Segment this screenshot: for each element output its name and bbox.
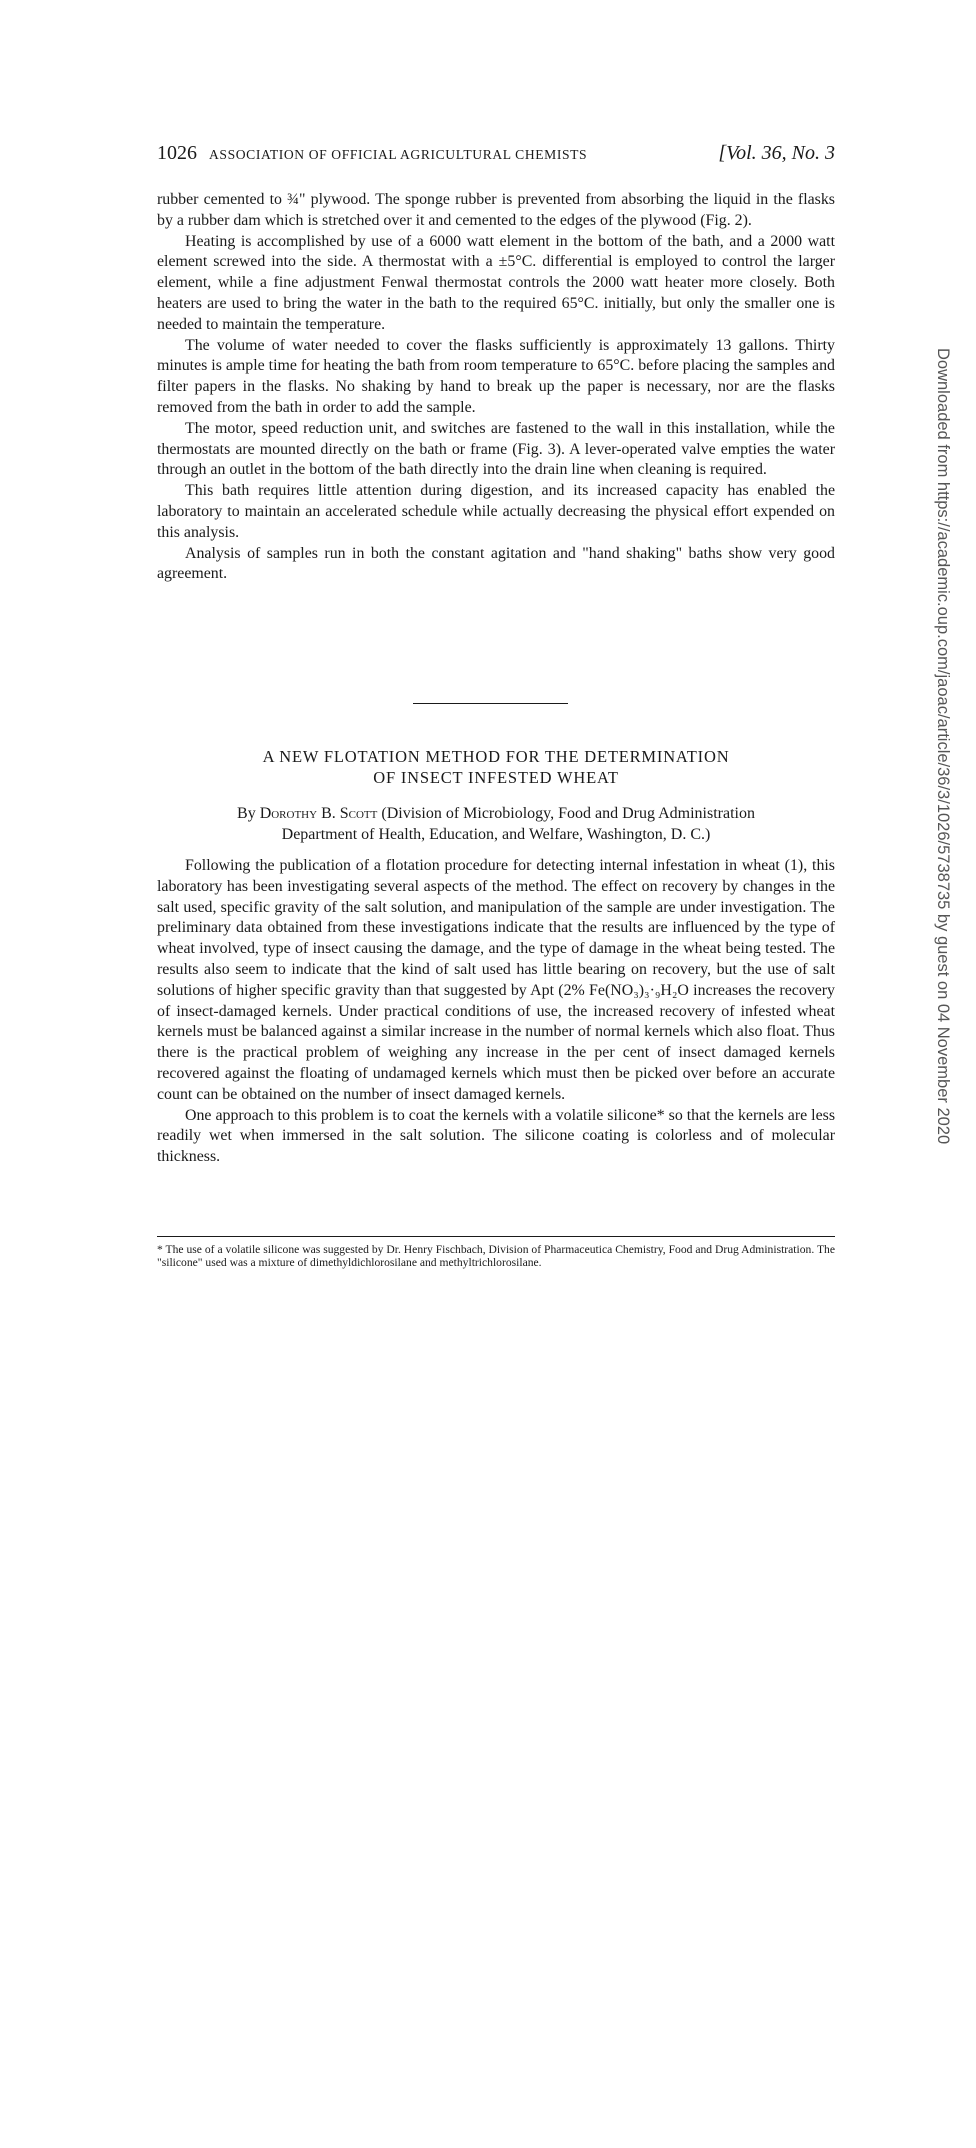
running-header [157, 140, 835, 166]
byline-line [157, 803, 835, 824]
volume-issue: [Vol. 36, No. 3 [718, 142, 835, 164]
affiliation-line: Department of Health, Education, and Welfare, Washington, D. C.) [281, 826, 711, 843]
paragraph: Heating is accomplished by use of a 6000 watt element in the bottom of the bath, and a 2000 watt element screwed into the side. A thermostat with a ±5°C. differential is employed to control the larger element, while a fine adjustment Fenwal thermostat controls the 2000 watt heater more closely. Both heaters are used to bring the water in the bath to the required 65°C. initially, but only the smaller one is needed to maintain the temperature. [157, 232, 835, 333]
paragraph: One approach to this problem is to coat the kernels with a volatile silicone* so that the kernels are less readily wet when immersed in the salt solution. The silicone coating is colorless and of molecular thickness. [157, 1106, 836, 1166]
title-line: OF INSECT INFESTED WHEAT [373, 768, 619, 787]
author-name: Dorothy B. Scott [259, 805, 378, 822]
paragraph: rubber cemented to ¾" plywood. The sponge rubber is prevented from absorbing the liquid in the flasks by a rubber dam which is stretched over it and cemented to the edges of the plywood (Fig. 2). [157, 191, 835, 229]
byline [157, 803, 835, 845]
paragraph: This bath requires little attention during digestion, and its increased capacity has enabled the laboratory to maintain an accelerated schedule while actually decreasing the physical effort expended on this analysis. [157, 482, 835, 541]
article-body [157, 856, 835, 1168]
journal-name: ASSOCIATION OF OFFICIAL AGRICULTURAL CHEMISTS [209, 147, 588, 162]
paragraph: Following the publication of a flotation procedure for detecting internal infestation in wheat (1), this laboratory has been investigating several aspects of the method. The effect on recovery by changes in the salt used, specific gravity of the salt solution, and manipulation of the sample are under investigation. The preliminary data obtained from these investigations indicate that the results are influenced by the type of wheat involved, type of insect causing the damage, and the type of damage in the wheat being tested. The results also seem to indicate that the kind of salt used has little bearing on recovery, but the use of salt solutions of higher specific gravity than that suggested by Apt (2% Fe(NO₃)₃·₉H₂O increases the recovery of insect-damaged kernels. Under practical conditions of use, the increased recovery of infested wheat kernels must be balanced against a similar increase in the number of normal kernels which also float. Thus there is the practical problem of weighing any increase in the per cent of insect damaged kernels recovered against the floating of undamaged kernels which must then be picked over before an accurate count can be obtained on the number of insect damaged kernels. [157, 857, 835, 1103]
journal-page [157, 140, 836, 1269]
page-number: 1026 [157, 142, 197, 164]
title-line: A NEW FLOTATION METHOD FOR THE DETERMINATION [262, 747, 730, 766]
paragraph: The motor, speed reduction unit, and switches are fastened to the wall in this installation, while the thermostats are mounted directly on the bath or frame (Fig. 3). A lever-operated valve empties the water through an outlet in the bottom of the bath directly into the drain line when cleaning is required. [157, 419, 835, 479]
footnote-rule [157, 1236, 835, 1237]
affiliation: (Division of Microbiology, Food and Drug Administration [377, 805, 755, 822]
footnote: * The use of a volatile silicone was suggested by Dr. Henry Fischbach, Division of Pharmaceutica Chemistry, Food and Drug Administration. The "silicone" used was a mixture of dimethyldichlorosilane and methyltrichlorosilane. [157, 1243, 835, 1269]
section-divider [413, 703, 568, 704]
article-title [157, 746, 835, 788]
download-watermark: Downloaded from https://academic.oup.com/jaoac/article/36/3/1026/5738735 by guest on 04 November 2020 [934, 348, 952, 1145]
continued-section [157, 190, 835, 585]
byline-prefix: By [237, 805, 260, 822]
paragraph: Analysis of samples run in both the constant agitation and "hand shaking" baths show very good agreement. [157, 544, 835, 583]
paragraph: The volume of water needed to cover the flasks sufficiently is approximately 13 gallons. Thirty minutes is ample time for heating the bath from room temperature to 65°C. before placing the samples and filter papers in the flasks. No shaking by hand to break up the paper is necessary, nor are the flasks removed from the bath in order to add the sample. [157, 336, 835, 416]
